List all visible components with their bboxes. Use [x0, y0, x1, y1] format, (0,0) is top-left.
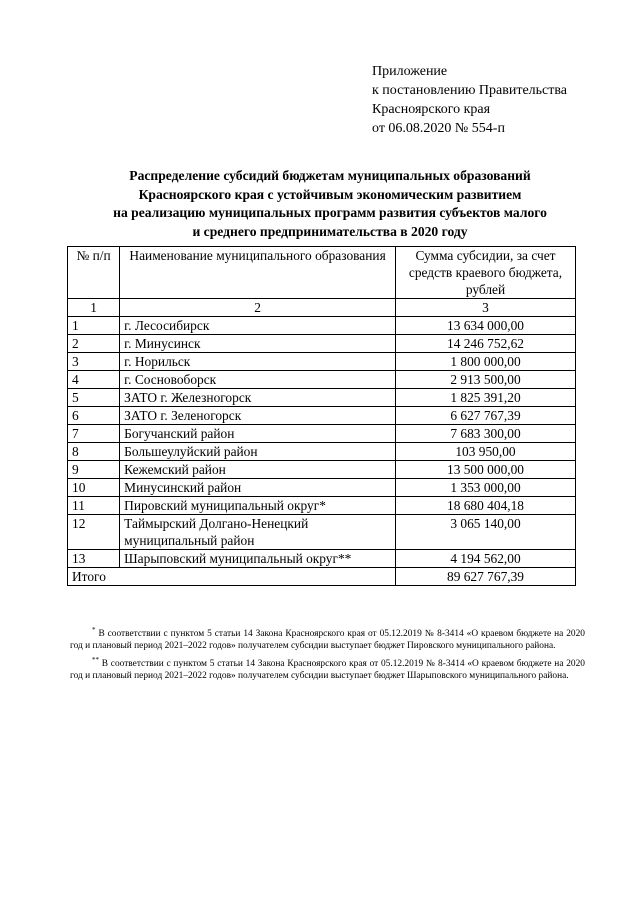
row-amount: 7 683 300,00 — [396, 425, 576, 443]
table-row — [68, 353, 576, 371]
total-label: Итого — [68, 568, 396, 586]
row-amount: 1 353 000,00 — [396, 479, 576, 497]
row-amount: 13 500 000,00 — [396, 461, 576, 479]
row-number: 13 — [68, 550, 120, 568]
row-amount: 18 680 404,18 — [396, 497, 576, 515]
footnotes — [70, 624, 585, 684]
row-municipality: Кежемский район — [120, 461, 396, 479]
row-number: 8 — [68, 443, 120, 461]
footnote-text: В соответствии с пунктом 5 статьи 14 Закона Красноярского края от 05.12.2019 № 8-3414 «О краевом бюджете на 2020 год и плановый период 2021–2022 годов» получателем субсидии выступает бюджет Пировского муниципального района. — [70, 629, 585, 652]
appendix-line: к постановлению Правительства — [372, 83, 568, 98]
row-number: 11 — [68, 497, 120, 515]
row-amount: 2 913 500,00 — [396, 371, 576, 389]
row-number: 10 — [68, 479, 120, 497]
title-line: на реализацию муниципальных программ развития субъектов малого — [113, 205, 547, 220]
table-row — [68, 461, 576, 479]
table-row — [68, 443, 576, 461]
row-amount: 3 065 140,00 — [396, 515, 576, 550]
total-row — [68, 568, 576, 586]
row-municipality: Таймырский Долгано-Ненецкий муниципальный район — [120, 515, 396, 550]
row-municipality: Большеулуйский район — [120, 443, 396, 461]
row-amount: 103 950,00 — [396, 443, 576, 461]
header-sum: Сумма субсидии, за счет средств краевого бюджета, рублей — [396, 247, 576, 299]
document-title — [60, 167, 600, 241]
row-municipality: г. Минусинск — [120, 335, 396, 353]
column-index: 2 — [120, 299, 396, 317]
row-amount: 6 627 767,39 — [396, 407, 576, 425]
column-index: 3 — [396, 299, 576, 317]
appendix-line: от 06.08.2020 № 554-п — [372, 121, 505, 136]
appendix-line: Красноярского края — [372, 102, 491, 117]
row-number: 2 — [68, 335, 120, 353]
row-number: 9 — [68, 461, 120, 479]
column-index-row — [68, 299, 576, 317]
row-amount: 4 194 562,00 — [396, 550, 576, 568]
table-row — [68, 335, 576, 353]
row-municipality: ЗАТО г. Зеленогорск — [120, 407, 396, 425]
row-amount: 13 634 000,00 — [396, 317, 576, 335]
footnote-text: В соответствии с пунктом 5 статьи 14 Закона Красноярского края от 05.12.2019 № 8-3414 «О краевом бюджете на 2020 год и плановый период 2021–2022 годов» получателем субсидии выступает бюджет Шарыповского муниципального района. — [70, 659, 585, 682]
row-number: 4 — [68, 371, 120, 389]
footnote — [70, 654, 585, 682]
table-row — [68, 497, 576, 515]
table-row — [68, 550, 576, 568]
row-amount: 1 825 391,20 — [396, 389, 576, 407]
footnote-mark: ** — [92, 656, 99, 665]
row-municipality: Богучанский район — [120, 425, 396, 443]
row-amount: 1 800 000,00 — [396, 353, 576, 371]
appendix-header — [372, 62, 567, 138]
header-name: Наименование муниципального образования — [120, 247, 396, 299]
footnote — [70, 624, 585, 652]
header-num: № п/п — [68, 247, 120, 299]
row-number: 7 — [68, 425, 120, 443]
row-number: 3 — [68, 353, 120, 371]
table-row — [68, 479, 576, 497]
table-row — [68, 407, 576, 425]
row-municipality: Шарыповский муниципальный округ** — [120, 550, 396, 568]
row-number: 5 — [68, 389, 120, 407]
row-municipality: г. Сосновоборск — [120, 371, 396, 389]
row-municipality: ЗАТО г. Железногорск — [120, 389, 396, 407]
footnote-mark: * — [92, 626, 96, 634]
row-municipality: г. Лесосибирск — [120, 317, 396, 335]
title-line: и среднего предпринимательства в 2020 году — [192, 223, 468, 239]
row-municipality: г. Норильск — [120, 353, 396, 371]
table-row — [68, 425, 576, 443]
table-header-row — [68, 247, 576, 299]
row-number: 1 — [68, 317, 120, 335]
row-number: 12 — [68, 515, 120, 550]
column-index: 1 — [68, 299, 120, 317]
title-line: Красноярского края с устойчивым экономическим развитием — [138, 186, 522, 202]
table-row — [68, 389, 576, 407]
row-municipality: Минусинский район — [120, 479, 396, 497]
total-amount: 89 627 767,39 — [396, 568, 576, 586]
title-line: Распределение субсидий бюджетам муниципальных образований — [129, 168, 531, 183]
row-municipality: Пировский муниципальный округ* — [120, 497, 396, 515]
row-number: 6 — [68, 407, 120, 425]
appendix-line: Приложение — [372, 64, 448, 79]
table-row — [68, 317, 576, 335]
table-row — [68, 515, 576, 550]
subsidy-table — [67, 246, 576, 586]
table-row — [68, 371, 576, 389]
row-amount: 14 246 752,62 — [396, 335, 576, 353]
